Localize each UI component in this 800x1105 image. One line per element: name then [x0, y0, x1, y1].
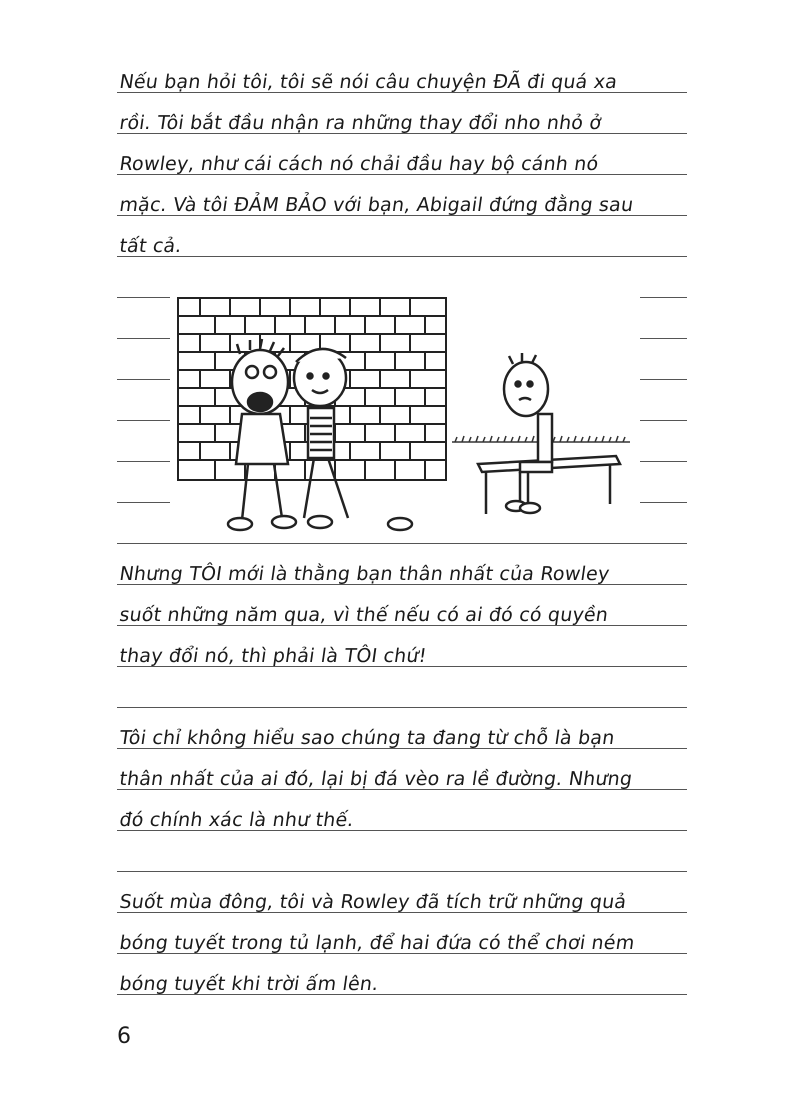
paragraph-2-line-2: suốt những năm qua, vì thế nếu có ai đó có quyền — [118, 604, 610, 626]
paragraph-2-line-3: thay đổi nó, thì phải là TÔI chứ! — [118, 645, 429, 667]
paragraph-1-line-5: tất cả. — [118, 235, 184, 257]
paragraph-4-line-2: bóng tuyết trong tủ lạnh, để hai đứa có thể chơi ném — [118, 932, 637, 954]
paragraph-1-line-3: Rowley, như cái cách nó chải đầu hay bộ cánh nó — [118, 153, 601, 175]
paragraph-2-line-1: Nhưng TÔI mới là thằng bạn thân nhất của Rowley — [118, 563, 611, 585]
paragraph-1-line-2: rồi. Tôi bắt đầu nhận ra những thay đổi nho nhỏ ở — [118, 112, 603, 134]
page-number: 6 — [117, 1024, 131, 1049]
ruled-line — [117, 543, 687, 544]
paragraph-3-line-2: thân nhất của ai đó, lại bị đá vèo ra lề đường. Nhưng — [118, 768, 634, 790]
paragraph-3-line-3: đó chính xác là như thế. — [118, 809, 356, 831]
ruled-line — [117, 871, 687, 872]
paragraph-1-line-1: Nếu bạn hỏi tôi, tôi sẽ nói câu chuyện ĐÃ đi quá xa — [118, 71, 619, 93]
paragraph-4-line-1: Suốt mùa đông, tôi và Rowley đã tích trữ những quả — [118, 891, 628, 913]
paragraph-1-line-4: mặc. Và tôi ĐẢM BẢO với bạn, Abigail đứng đằng sau — [118, 194, 635, 216]
paragraph-3-line-1: Tôi chỉ không hiểu sao chúng ta đang từ chỗ là bạn — [118, 727, 617, 749]
ruled-line — [117, 707, 687, 708]
paragraph-4-line-3: bóng tuyết khi trời ấm lên. — [118, 973, 381, 995]
cartoon-illustration — [170, 292, 640, 542]
